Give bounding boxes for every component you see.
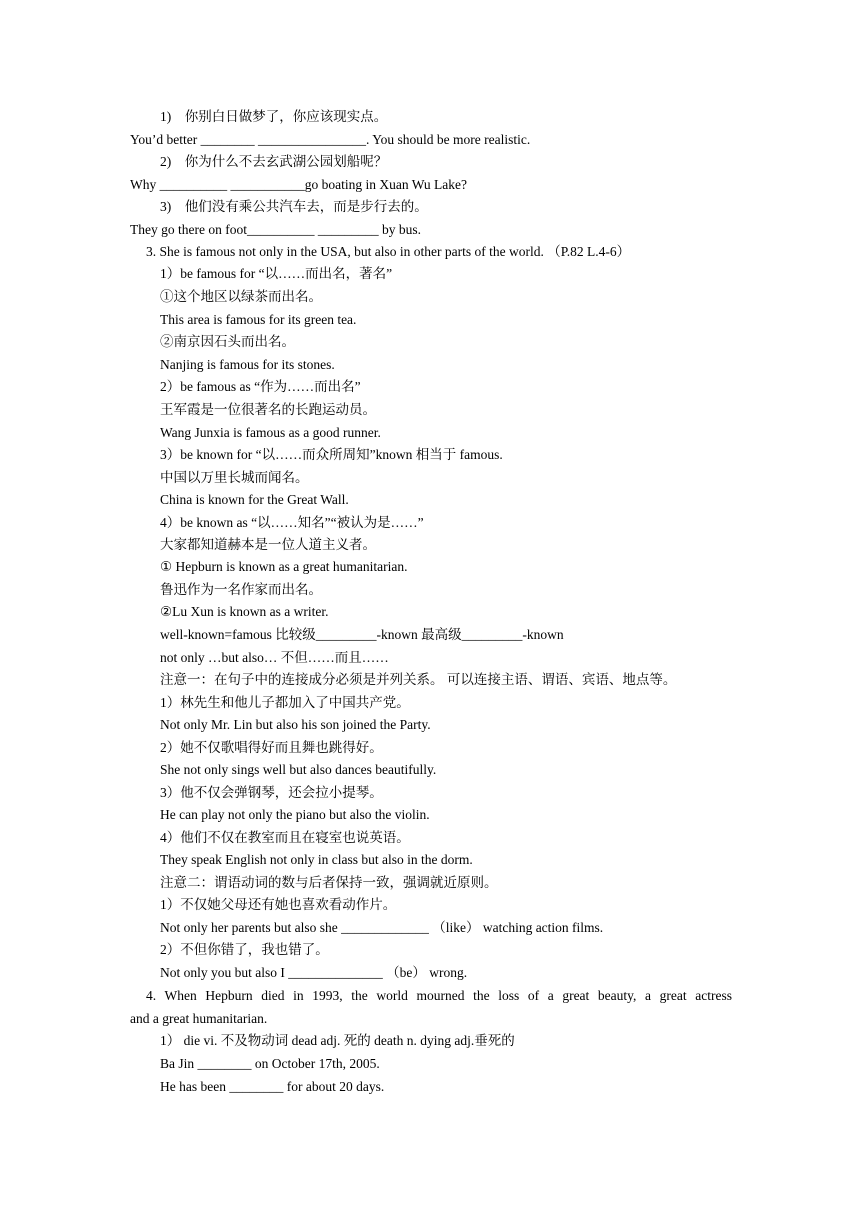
text-line: ②南京因石头而出名。	[160, 334, 295, 349]
text-line: 4. When Hepburn died in 1993, the world mourned the loss of a great beauty, a great actress	[146, 988, 732, 1003]
text-line: They go there on foot__________ _________ by bus.	[130, 222, 421, 237]
text-line: 1）林先生和他儿子都加入了中国共产党。	[160, 695, 410, 710]
text-line: 3）be known for “以……而众所周知”known 相当于 famous.	[160, 447, 503, 462]
text-line: 大家都知道赫本是一位人道主义者。	[160, 537, 376, 552]
text-line: 中国以万里长城而闻名。	[160, 470, 309, 485]
text-line: and a great humanitarian.	[130, 1011, 268, 1026]
text-line: 2）她不仅歌唱得好而且舞也跳得好。	[160, 740, 383, 755]
text-line: well-known=famous 比较级_________-known 最高级_________-known	[160, 627, 564, 642]
text-line: 1) 你别白日做梦了，你应该现实点。	[160, 109, 388, 124]
text-line: ①这个地区以绿茶而出名。	[160, 289, 322, 304]
text-line: ① Hepburn is known as a great humanitarian.	[160, 559, 408, 574]
text-line: 注意一：在句子中的连接成分必须是并列关系。 可以连接主语、谓语、宾语、地点等。	[160, 672, 677, 687]
text-line: Nanjing is famous for its stones.	[160, 357, 335, 372]
text-line: Why __________ ___________go boating in Xuan Wu Lake?	[130, 177, 468, 192]
text-line: 1） die vi. 不及物动词 dead adj. 死的 death n. dying adj.垂死的	[160, 1033, 515, 1048]
text-line: He can play not only the piano but also the violin.	[160, 807, 430, 822]
text-line: 2）不但你错了，我也错了。	[160, 942, 329, 957]
text-line: Not only Mr. Lin but also his son joined the Party.	[160, 717, 431, 732]
text-line: He has been ________ for about 20 days.	[160, 1079, 385, 1094]
text-line: Ba Jin ________ on October 17th, 2005.	[160, 1056, 380, 1071]
text-line: 注意二：谓语动词的数与后者保持一致，强调就近原则。	[160, 875, 498, 890]
text-line: ②Lu Xun is known as a writer.	[160, 604, 329, 619]
text-line: Not only you but also I ______________ （be） wrong.	[160, 965, 468, 980]
text-line: 4）be known as “以……知名”“被认为是……”	[160, 515, 424, 530]
text-line: They speak English not only in class but also in the dorm.	[160, 852, 473, 867]
text-line: 3）他不仅会弹钢琴，还会拉小提琴。	[160, 785, 383, 800]
text-line: 1）be famous for “以……而出名，著名”	[160, 266, 393, 281]
text-line: Not only her parents but also she _____________ （like） watching action films.	[160, 920, 604, 935]
text-line: Wang Junxia is famous as a good runner.	[160, 425, 381, 440]
text-line: 3) 他们没有乘公共汽车去，而是步行去的。	[160, 199, 428, 214]
text-line: 鲁迅作为一名作家而出名。	[160, 582, 322, 597]
text-line: 4）他们不仅在教室而且在寝室也说英语。	[160, 830, 410, 845]
text-line: 王军霞是一位很著名的长跑运动员。	[160, 402, 376, 417]
text-line: 2) 你为什么不去玄武湖公园划船呢？	[160, 154, 388, 169]
text-line: not only …but also… 不但……而且……	[160, 650, 389, 665]
text-line: 1）不仅她父母还有她也喜欢看动作片。	[160, 897, 397, 912]
text-line: She not only sings well but also dances beautifully.	[160, 762, 437, 777]
text-line: This area is famous for its green tea.	[160, 312, 357, 327]
text-line: 2）be famous as “作为……而出名”	[160, 379, 361, 394]
text-line: China is known for the Great Wall.	[160, 492, 349, 507]
text-line: You’d better ________ ________________. You should be more realistic.	[130, 132, 531, 147]
text-line: 3. She is famous not only in the USA, but also in other parts of the world. （P.82 L.4-6）	[146, 244, 631, 259]
